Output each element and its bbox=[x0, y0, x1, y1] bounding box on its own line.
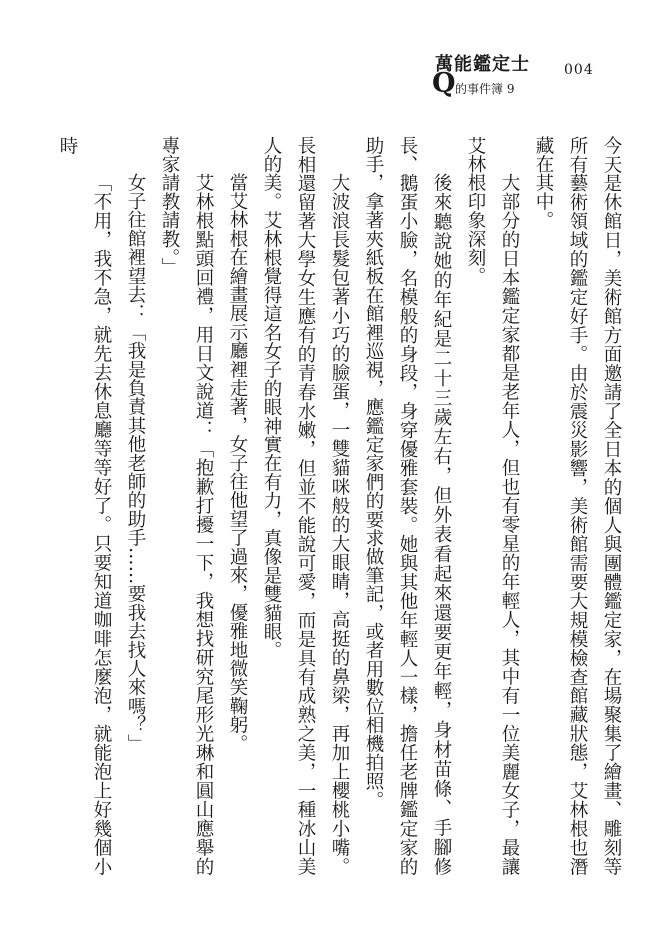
series-title: 萬能鑑定士 bbox=[435, 54, 530, 75]
paragraph: 大波浪長髮包著小巧的臉蛋，一雙貓咪般的大眼睛，高挺的鼻梁，再加上櫻桃小嘴。長相還留著大學女生應有的青春水嫩，但並不能說可愛，而是具有成熟之美，一種冰山美人的美。艾林根覺得這名女子的眼神實在有力，真像是雙貓眼。 bbox=[261, 136, 350, 876]
running-header bbox=[420, 46, 610, 106]
series-q-logo: Q bbox=[432, 68, 456, 99]
paragraph: 後來聽說她的年紀是二十三歲左右，但外表看起來還要更年輕，身材苗條、手腳修長、鵝蛋小臉，名模般的身段，身穿優雅套裝。她與其他年輕人一樣，擔任老牌鑑定家的助手，拿著夾紙板在館裡巡視，應鑑定家們的要求做筆記，或者用數位相機拍照。 bbox=[363, 136, 452, 876]
paragraph: 今天是休館日，美術館方面邀請了全日本的個人與團體鑑定家，在場聚集了繪畫、雕刻等所有藝術領域的鑑定好手。由於震災影響，美術館需要大規模檢查館藏狀態，艾林根也潛藏在其中。 bbox=[533, 136, 622, 876]
paragraph: 「不用，我不急，就先去休息廳等等好了。只要知道咖啡怎麼泡，就能泡上好幾個小時 bbox=[57, 136, 112, 876]
body-text bbox=[57, 136, 628, 876]
paragraph: 女子往館裡望去：「我是負責其他老師的助手……要我去找人來嗎？」 bbox=[125, 173, 146, 753]
series-subtitle: 的事件簿 9 bbox=[455, 82, 515, 96]
paragraph: 艾林根點頭回禮，用日文說道：「抱歉打擾一下，我想找研究尾形光琳和圓山應舉的專家請教請教。」 bbox=[159, 136, 214, 876]
paragraph: 大部分的日本鑑定家都是老年人，但也有零星的年輕人，其中有一位美麗女子，最讓艾林根印象深刻。 bbox=[465, 136, 520, 876]
page-number: 004 bbox=[564, 62, 594, 78]
paragraph: 當艾林根在繪畫展示廳裡走著，女子往他望了過來，優雅地微笑鞠躬。 bbox=[227, 173, 248, 753]
